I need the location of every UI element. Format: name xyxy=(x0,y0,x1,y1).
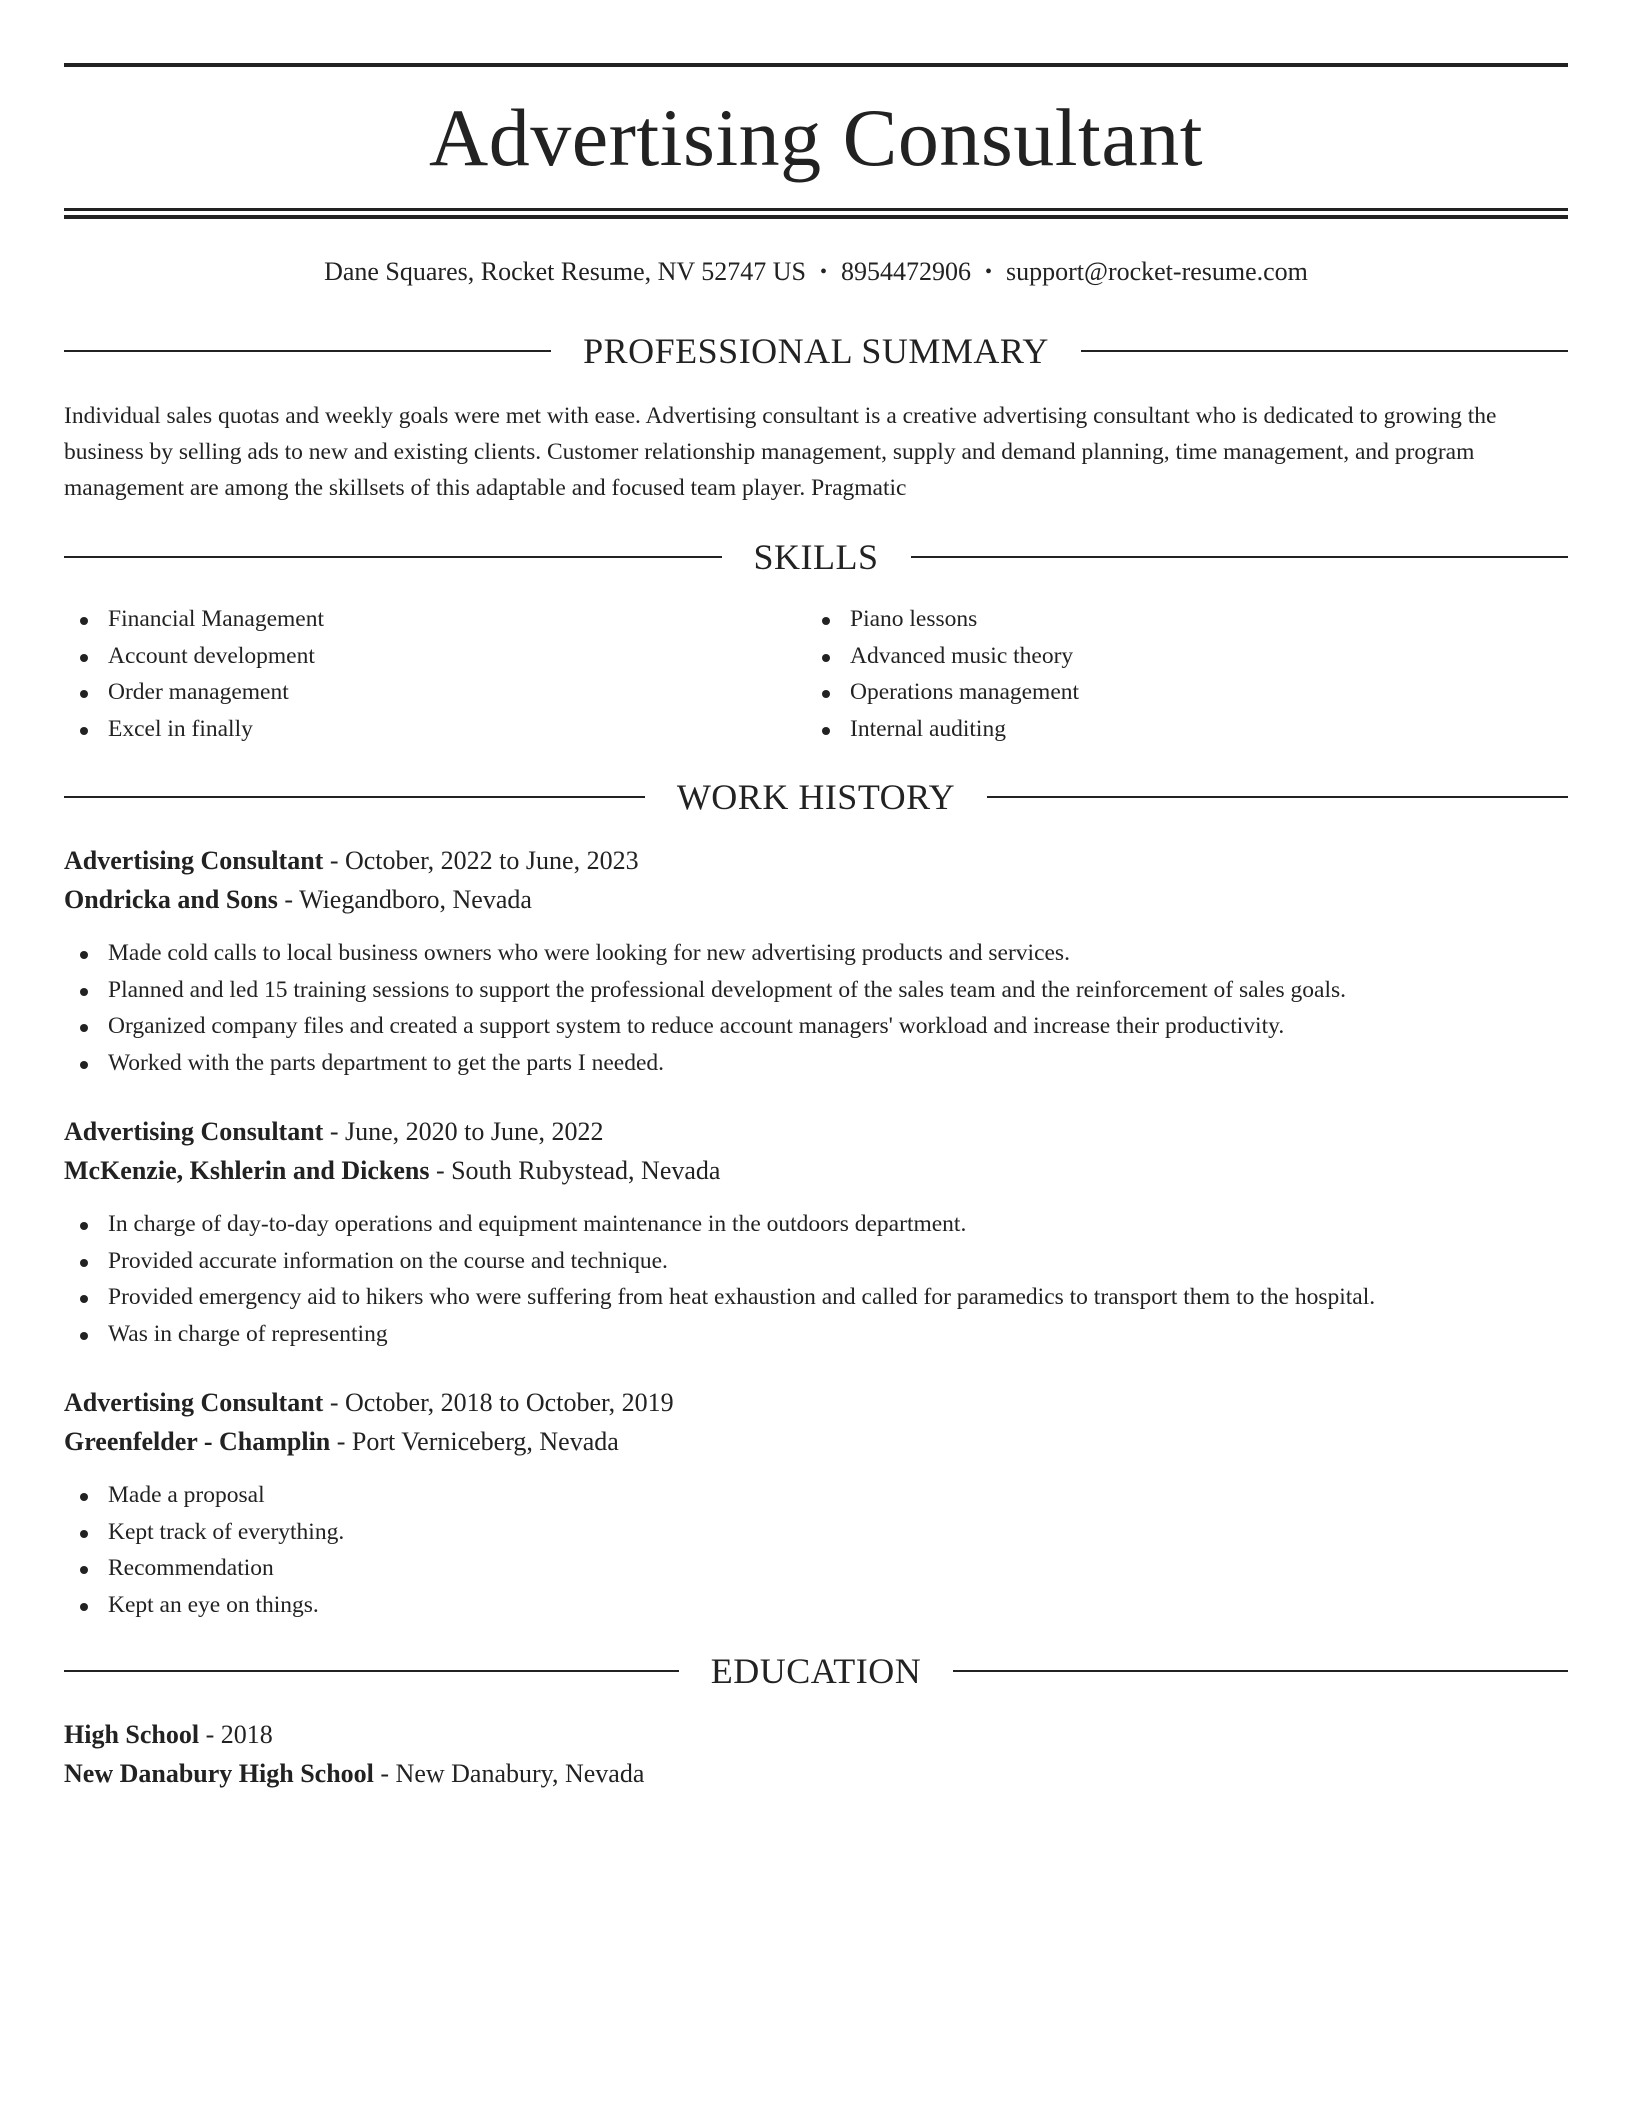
job-bullet: Organized company files and created a support system to reduce account managers' workload and increase their productivity. xyxy=(64,1008,1568,1045)
top-rule xyxy=(64,63,1568,67)
job-entry xyxy=(64,841,1568,1081)
heading-rule-right xyxy=(1081,350,1568,352)
contact-phone: 8954472906 xyxy=(840,257,971,286)
education-school: New Danabury High School xyxy=(64,1759,374,1788)
job-bullet: Provided emergency aid to hikers who were suffering from heat exhaustion and called for paramedics to transport them to the hospital. xyxy=(64,1279,1568,1316)
skill-item: Operations management xyxy=(806,674,1546,711)
job-location: - Port Verniceberg, Nevada xyxy=(330,1427,619,1456)
job-dates: - October, 2018 to October, 2019 xyxy=(323,1388,674,1417)
job-title-line xyxy=(64,841,1568,880)
job-bullet: Kept track of everything. xyxy=(64,1514,1568,1551)
skill-item: Excel in finally xyxy=(64,711,804,748)
job-location: - South Rubystead, Nevada xyxy=(429,1156,721,1185)
job-bullets xyxy=(64,1206,1568,1352)
job-title-line xyxy=(64,1383,1568,1422)
section-heading-summary xyxy=(64,329,1568,373)
job-company: Greenfelder - Champlin xyxy=(64,1427,331,1456)
contact-separator: • xyxy=(984,261,992,283)
contact-address: Dane Squares, Rocket Resume, NV 52747 US xyxy=(324,257,806,286)
job-company: McKenzie, Kshlerin and Dickens xyxy=(64,1156,430,1185)
job-bullet: Planned and led 15 training sessions to support the professional development of the sales team and the reinforcement of sales goals. xyxy=(64,972,1568,1009)
contact-email: support@rocket-resume.com xyxy=(1006,257,1308,286)
job-bullet: Was in charge of representing xyxy=(64,1316,1568,1353)
education-year: - 2018 xyxy=(199,1720,273,1749)
section-heading-skills xyxy=(64,535,1568,579)
section-title: SKILLS xyxy=(753,537,879,577)
heading-rule-left xyxy=(64,350,551,352)
job-bullet: Recommendation xyxy=(64,1550,1568,1587)
education-school-line xyxy=(64,1754,1568,1793)
section-heading-education xyxy=(64,1649,1568,1693)
job-bullets xyxy=(64,1477,1568,1623)
skills-column-left xyxy=(64,601,804,747)
skills-column-right xyxy=(806,601,1546,747)
job-bullet: Kept an eye on things. xyxy=(64,1587,1568,1624)
heading-rule-right xyxy=(911,556,1569,558)
skill-item: Internal auditing xyxy=(806,711,1546,748)
job-bullet: Made a proposal xyxy=(64,1477,1568,1514)
job-company-line xyxy=(64,1422,1568,1461)
contact-line xyxy=(64,254,1568,290)
skill-item: Financial Management xyxy=(64,601,804,638)
job-role: Advertising Consultant xyxy=(64,1117,324,1146)
job-entry xyxy=(64,1112,1568,1352)
job-bullet: Made cold calls to local business owners who were looking for new advertising products and services. xyxy=(64,935,1568,972)
job-bullet: Provided accurate information on the course and technique. xyxy=(64,1243,1568,1280)
skill-item: Piano lessons xyxy=(806,601,1546,638)
job-role: Advertising Consultant xyxy=(64,1388,324,1417)
section-heading-work-history xyxy=(64,775,1568,819)
job-bullets xyxy=(64,935,1568,1081)
resume-name: Advertising Consultant xyxy=(428,92,1204,183)
skill-item: Advanced music theory xyxy=(806,638,1546,675)
heading-rule-right xyxy=(987,796,1568,798)
education-degree-line xyxy=(64,1715,1568,1754)
job-title-line xyxy=(64,1112,1568,1151)
summary-text: Individual sales quotas and weekly goals were met with ease. Advertising consultant is a creative advertising consultant who is dedicated to growing the business by selling ads to new and existing clients. Customer relationship management, supply and demand planning, time management, and program management are among the skillsets of this adaptable and focused team player. Pragmatic xyxy=(64,403,1497,501)
job-role: Advertising Consultant xyxy=(64,846,324,875)
education-degree: High School xyxy=(64,1720,200,1749)
job-location: - Wiegandboro, Nevada xyxy=(277,885,532,914)
contact-separator: • xyxy=(819,261,827,283)
heading-rule-right xyxy=(953,1670,1568,1672)
job-entry xyxy=(64,1383,1568,1623)
heading-rule-left xyxy=(64,556,722,558)
heading-rule-left xyxy=(64,1670,679,1672)
job-company-line xyxy=(64,880,1568,919)
heading-rule-left xyxy=(64,796,645,798)
double-rule-lower xyxy=(64,215,1568,219)
double-rule-upper xyxy=(64,208,1568,211)
education-location: - New Danabury, Nevada xyxy=(373,1759,645,1788)
section-title: PROFESSIONAL SUMMARY xyxy=(583,331,1049,371)
education-entry xyxy=(64,1715,1568,1793)
skill-item: Account development xyxy=(64,638,804,675)
job-bullet: Worked with the parts department to get the parts I needed. xyxy=(64,1045,1568,1082)
job-bullet: In charge of day-to-day operations and equipment maintenance in the outdoors department. xyxy=(64,1206,1568,1243)
job-company: Ondricka and Sons xyxy=(64,885,278,914)
job-company-line xyxy=(64,1151,1568,1190)
job-dates: - June, 2020 to June, 2022 xyxy=(323,1117,604,1146)
job-dates: - October, 2022 to June, 2023 xyxy=(323,846,639,875)
section-title: WORK HISTORY xyxy=(676,777,956,817)
skill-item: Order management xyxy=(64,674,804,711)
section-title: EDUCATION xyxy=(710,1651,922,1691)
